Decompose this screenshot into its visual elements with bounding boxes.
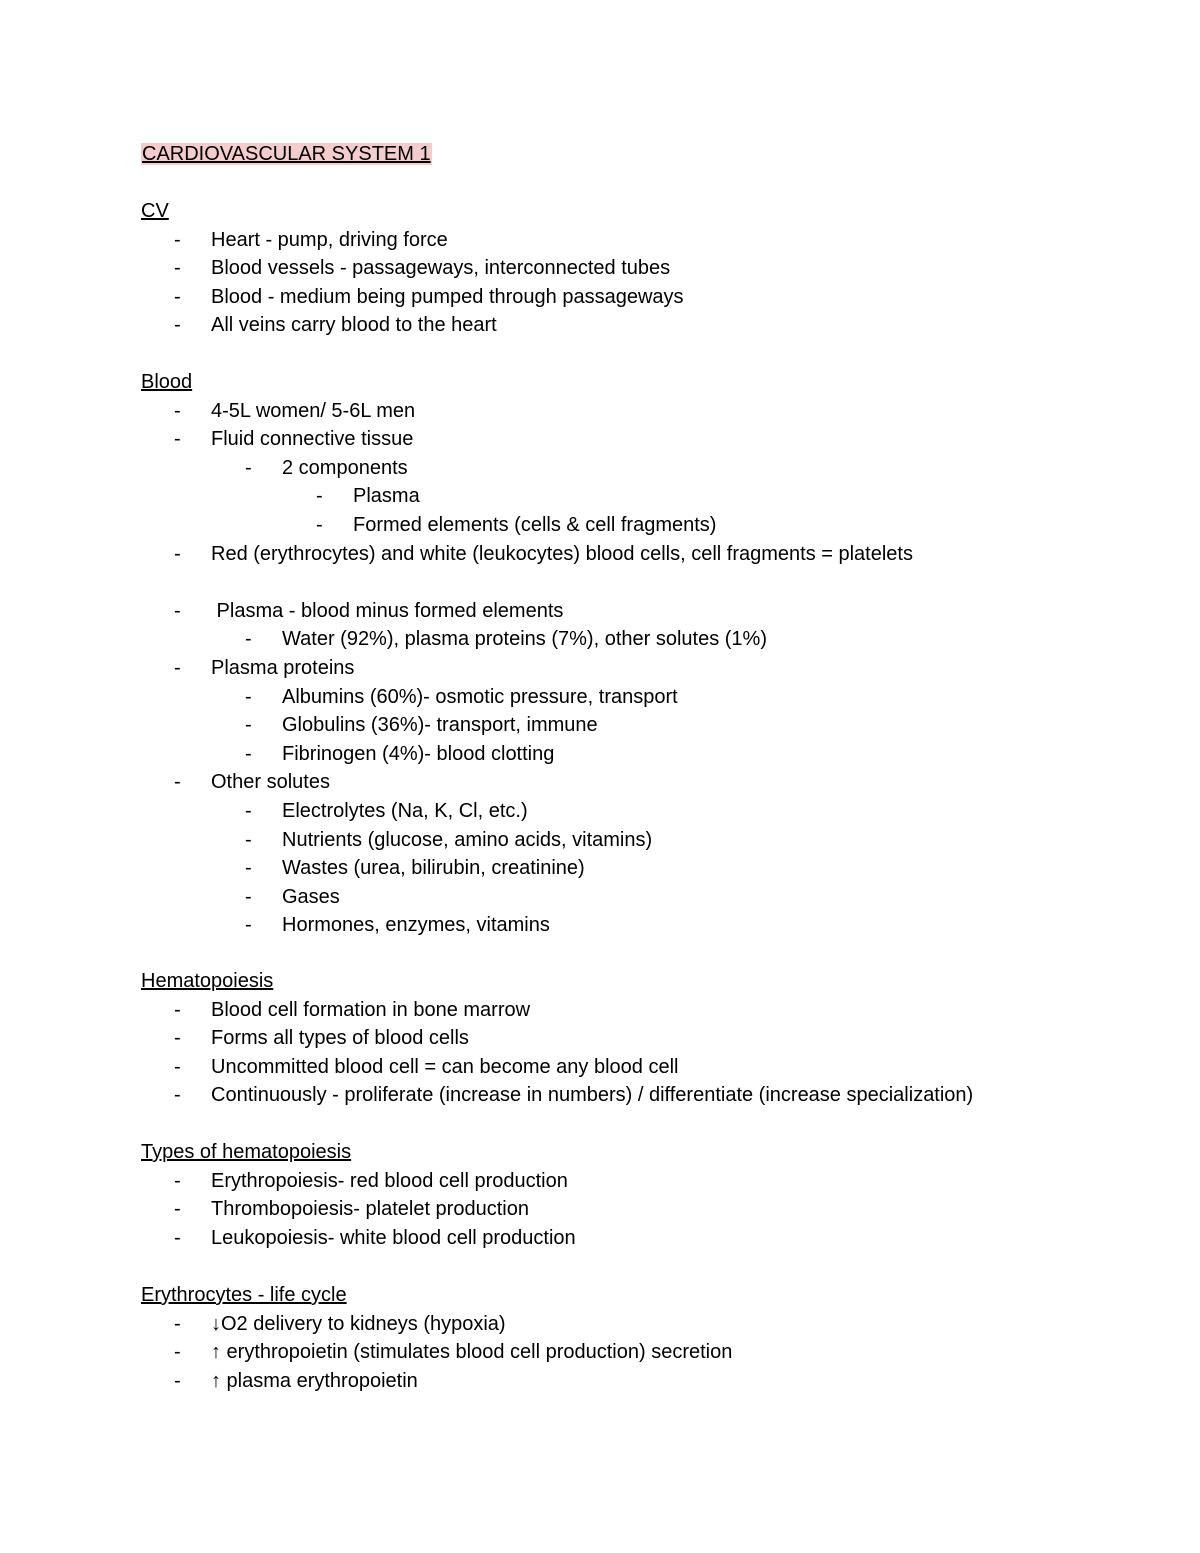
bullet-dash: - — [174, 656, 181, 679]
list-item — [141, 1081, 974, 1110]
list-item-text: ↑ plasma erythropoietin — [211, 1369, 418, 1392]
list-item — [141, 425, 414, 454]
list-item-text: Blood - medium being pumped through passageways — [211, 285, 684, 308]
list-item-text: Blood cell formation in bone marrow — [211, 998, 531, 1021]
bullet-dash: - — [245, 828, 252, 851]
bullet-dash: - — [174, 228, 181, 251]
list-item-text: Continuously - proliferate (increase in numbers) / differentiate (increase specialization) — [211, 1084, 974, 1107]
list-item-text: Nutrients (glucose, amino acids, vitamins) — [282, 828, 653, 851]
bullet-dash: - — [316, 513, 323, 536]
section-types-of-hematopoiesis — [141, 1138, 576, 1252]
list-item-text: Fibrinogen (4%)- blood clotting — [282, 742, 555, 765]
list-item — [141, 540, 913, 569]
list-item — [141, 854, 585, 883]
list-item-text: ↑ erythropoietin (stimulates blood cell production) secretion — [211, 1341, 733, 1364]
bullet-dash: - — [174, 399, 181, 422]
bullet-dash: - — [174, 1055, 181, 1078]
list-item-text: Plasma — [353, 485, 420, 508]
bullet-dash: - — [174, 998, 181, 1021]
list-item-text: Uncommitted blood cell = can become any blood cell — [211, 1055, 679, 1078]
list-item-text: 2 components — [282, 456, 408, 479]
list-item — [141, 226, 448, 255]
section-heading-hematopoiesis: Hematopoiesis — [141, 970, 274, 992]
list-item-text: Heart - pump, driving force — [211, 228, 448, 251]
list-item-text: Gases — [282, 885, 340, 908]
list-item-text: Plasma - blood minus formed elements — [211, 599, 564, 622]
bullet-dash: - — [174, 1226, 181, 1249]
bullet-dash: - — [174, 1198, 181, 1221]
list-item — [141, 1195, 529, 1224]
list-item — [141, 454, 408, 483]
section-erythrocytes — [141, 1281, 733, 1395]
list-item-text: Water (92%), plasma proteins (7%), other solutes (1%) — [282, 628, 767, 651]
list-item-text: Other solutes — [211, 771, 330, 794]
page-title: CARDIOVASCULAR SYSTEM 1 — [142, 143, 431, 165]
list-item-text: Globulins (36%)- transport, immune — [282, 714, 598, 737]
list-item — [141, 1167, 568, 1196]
list-item — [141, 1310, 506, 1339]
bullet-dash: - — [174, 599, 181, 622]
list-item — [141, 1367, 418, 1396]
list-item-text: 4-5L women/ 5-6L men — [211, 399, 416, 422]
list-item-text: Forms all types of blood cells — [211, 1027, 469, 1050]
bullet-dash: - — [174, 257, 181, 280]
list-item-text: Plasma proteins — [211, 656, 355, 679]
bullet-dash: - — [174, 1169, 181, 1192]
bullet-dash: - — [174, 428, 181, 451]
bullet-dash: - — [245, 799, 252, 822]
list-item — [141, 911, 550, 940]
list-item-text: Red (erythrocytes) and white (leukocytes) blood cells, cell fragments = platelets — [211, 542, 913, 565]
section-cv — [141, 197, 684, 340]
list-item — [141, 254, 671, 283]
list-item — [141, 740, 555, 769]
bullet-dash: - — [245, 914, 252, 937]
section-hematopoiesis — [141, 967, 974, 1110]
list-item — [141, 397, 416, 426]
list-item — [141, 1338, 733, 1367]
list-item-text: Erythropoiesis- red blood cell production — [211, 1169, 568, 1192]
bullet-dash: - — [174, 1027, 181, 1050]
list-item — [141, 768, 330, 797]
section-heading-cv: CV — [141, 200, 169, 222]
list-item-text: Hormones, enzymes, vitamins — [282, 914, 550, 937]
list-item — [141, 597, 564, 626]
bullet-dash: - — [245, 714, 252, 737]
section-blood — [141, 368, 913, 940]
list-item-text: Wastes (urea, bilirubin, creatinine) — [282, 857, 585, 880]
bullet-dash: - — [245, 742, 252, 765]
list-item — [141, 482, 420, 511]
list-item-text: Formed elements (cells & cell fragments) — [353, 513, 717, 536]
list-item — [141, 683, 678, 712]
list-item — [141, 511, 717, 540]
section-heading-blood: Blood — [141, 371, 193, 393]
bullet-dash: - — [174, 285, 181, 308]
list-item — [141, 625, 767, 654]
list-item-text: Albumins (60%)- osmotic pressure, transport — [282, 685, 678, 708]
bullet-dash: - — [174, 1369, 181, 1392]
list-item — [141, 996, 531, 1025]
title-container — [141, 141, 432, 167]
blank-line — [141, 568, 192, 597]
bullet-dash: - — [245, 885, 252, 908]
section-heading-erythrocytes: Erythrocytes - life cycle — [141, 1284, 347, 1306]
list-item — [141, 654, 355, 683]
list-item — [141, 1224, 576, 1253]
list-item — [141, 1024, 469, 1053]
list-item-text: Blood vessels - passageways, interconnected tubes — [211, 257, 671, 280]
bullet-dash: - — [245, 628, 252, 651]
bullet-dash: - — [174, 542, 181, 565]
list-item-text: Thrombopoiesis- platelet production — [211, 1198, 529, 1221]
list-item — [141, 797, 528, 826]
list-item — [141, 711, 598, 740]
list-item-text: ↓O2 delivery to kidneys (hypoxia) — [211, 1312, 506, 1335]
list-item — [141, 826, 653, 855]
section-heading-types: Types of hematopoiesis — [141, 1141, 352, 1163]
list-item-text: All veins carry blood to the heart — [211, 314, 497, 337]
list-item-text: Electrolytes (Na, K, Cl, etc.) — [282, 799, 528, 822]
bullet-dash: - — [245, 857, 252, 880]
list-item-text: Fluid connective tissue — [211, 428, 414, 451]
bullet-dash: - — [174, 1341, 181, 1364]
bullet-dash: - — [174, 314, 181, 337]
list-item — [141, 283, 684, 312]
bullet-dash: - — [245, 456, 252, 479]
bullet-dash: - — [245, 685, 252, 708]
list-item-text: Leukopoiesis- white blood cell production — [211, 1226, 576, 1249]
list-item — [141, 1053, 679, 1082]
list-item — [141, 883, 340, 912]
bullet-dash: - — [174, 1084, 181, 1107]
list-item — [141, 311, 497, 340]
bullet-dash: - — [316, 485, 323, 508]
bullet-dash: - — [174, 1312, 181, 1335]
bullet-dash: - — [174, 771, 181, 794]
